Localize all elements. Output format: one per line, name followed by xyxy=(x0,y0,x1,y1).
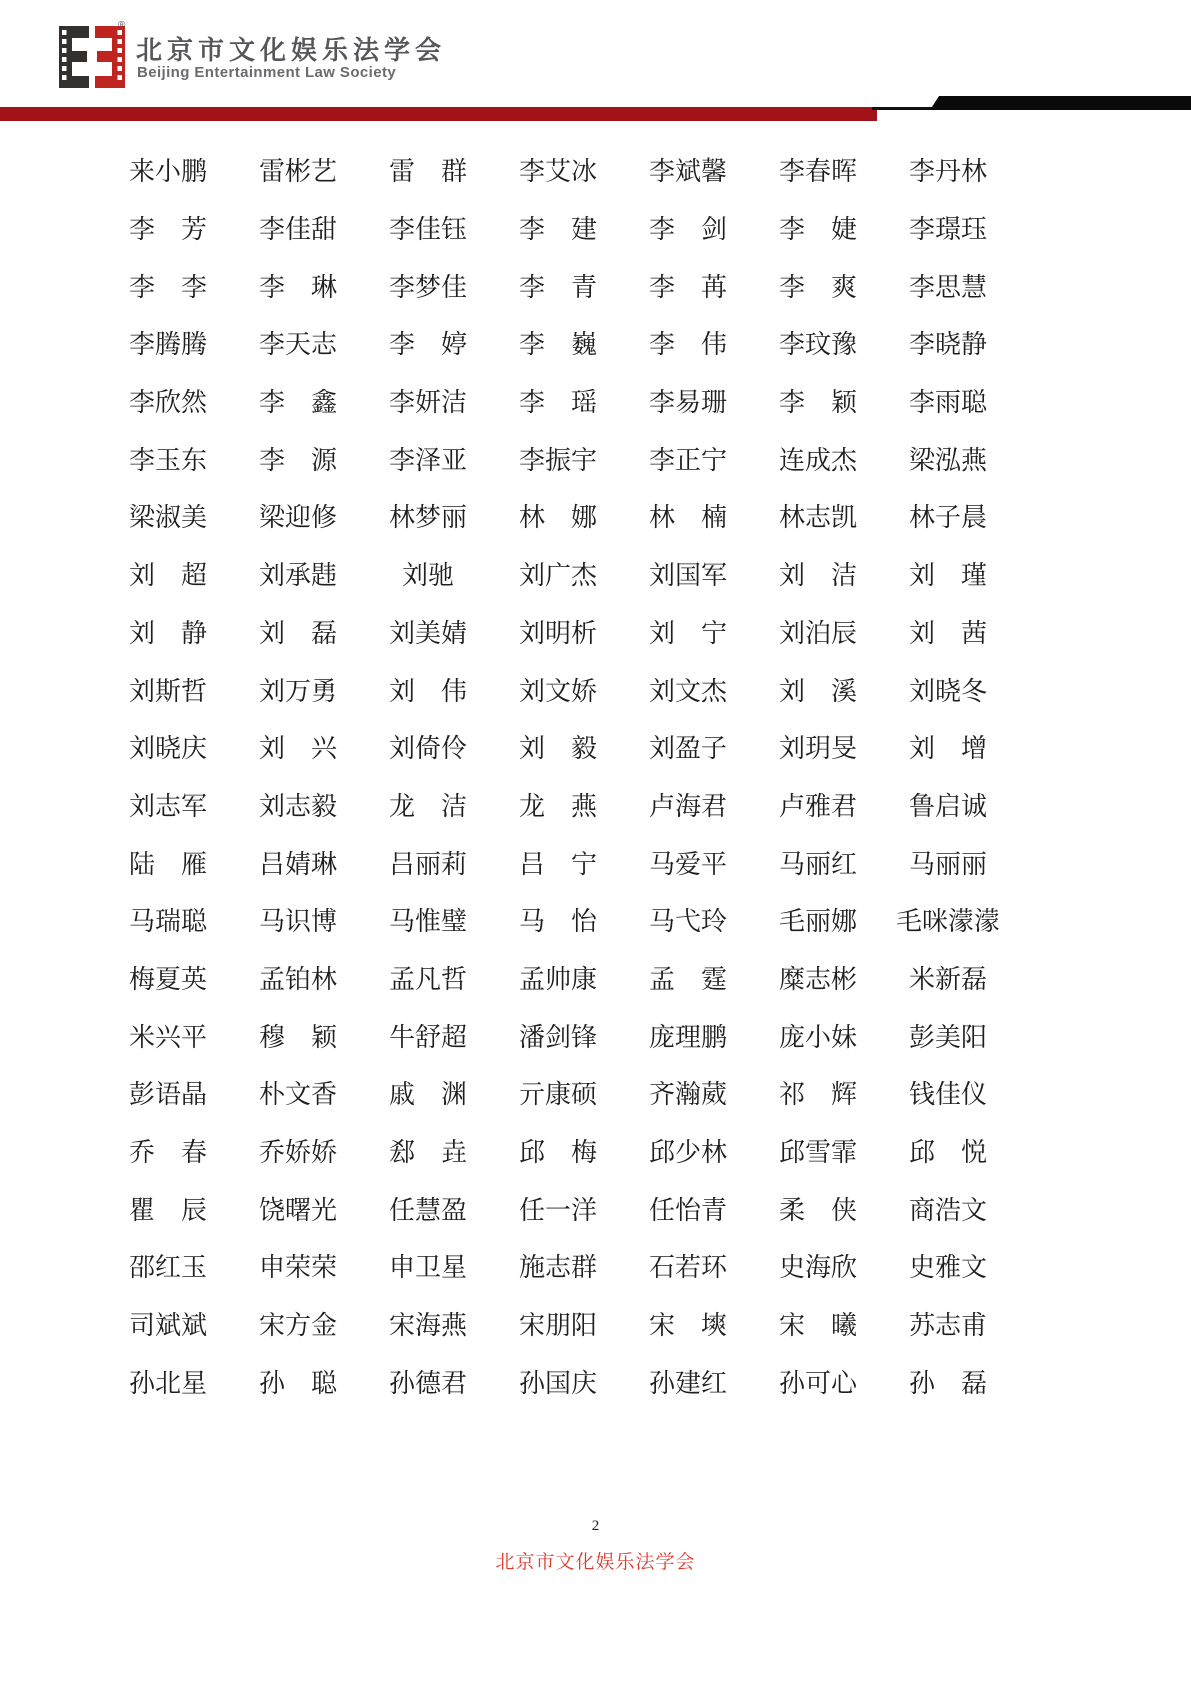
member-name: 李晓静 xyxy=(908,330,987,360)
member-name: 邱雪霏 xyxy=(778,1138,857,1168)
member-name: 朴文香 xyxy=(258,1080,337,1110)
header-divider-red-bar xyxy=(0,107,877,121)
member-name: 马丽红 xyxy=(778,849,857,879)
member-name: 李腾腾 xyxy=(128,330,207,360)
member-name: 龙 洁 xyxy=(388,791,467,821)
member-name: 孟 霆 xyxy=(648,964,727,994)
member-name: 孙国庆 xyxy=(518,1368,597,1398)
member-name: 刘斯哲 xyxy=(128,676,207,706)
member-name: 刘 增 xyxy=(908,734,987,764)
member-name: 庞小妹 xyxy=(778,1022,857,1052)
member-name: 李雨聪 xyxy=(908,388,987,418)
member-name: 刘美婧 xyxy=(388,618,467,648)
member-name: 刘国军 xyxy=(648,561,727,591)
member-name: 宋 曦 xyxy=(778,1311,857,1341)
member-name: 任怡青 xyxy=(648,1195,727,1225)
member-name: 马瑞聪 xyxy=(128,907,207,937)
member-name: 邱少林 xyxy=(648,1138,727,1168)
member-name: 米兴平 xyxy=(128,1022,207,1052)
member-name: 齐瀚葳 xyxy=(648,1080,727,1110)
member-name: 任一洋 xyxy=(518,1195,597,1225)
member-name: 潘剑锋 xyxy=(518,1022,597,1052)
member-name: 刘 瑾 xyxy=(908,561,987,591)
member-name: 刘泊辰 xyxy=(778,618,857,648)
member-name: 马惟璧 xyxy=(388,907,467,937)
member-name: 孙德君 xyxy=(388,1368,467,1398)
member-name: 邱 梅 xyxy=(518,1138,597,1168)
member-name: 孙建红 xyxy=(648,1368,727,1398)
member-name: 刘万勇 xyxy=(258,676,337,706)
member-name: 林子晨 xyxy=(908,503,987,533)
member-name: 孙北星 xyxy=(128,1368,207,1398)
member-name: 刘倚伶 xyxy=(388,734,467,764)
member-name: 苏志甫 xyxy=(908,1311,987,1341)
member-name: 邱 悦 xyxy=(908,1138,987,1168)
org-title-chinese: 北京市文化娱乐法学会 xyxy=(136,35,447,65)
member-name: 孙 磊 xyxy=(908,1368,987,1398)
member-name: 林 娜 xyxy=(518,503,597,533)
member-name: 李 婷 xyxy=(388,330,467,360)
member-name: 施志群 xyxy=(518,1253,597,1283)
member-name: 刘志军 xyxy=(128,791,207,821)
member-name: 刘 茜 xyxy=(908,618,987,648)
member-name: 彭语晶 xyxy=(128,1080,207,1110)
header-divider-black-bar xyxy=(930,96,1191,110)
member-name: 刘盈子 xyxy=(648,734,727,764)
member-name: 鲁启诚 xyxy=(908,791,987,821)
member-name: 李玉东 xyxy=(128,445,207,475)
member-name: 刘文杰 xyxy=(648,676,727,706)
member-name: 刘 超 xyxy=(128,561,207,591)
header-divider-thin-line xyxy=(872,107,936,110)
member-name: 柔 侠 xyxy=(778,1195,857,1225)
member-name: 李玟豫 xyxy=(778,330,857,360)
member-name: 刘 兴 xyxy=(258,734,337,764)
member-name: 马弋玲 xyxy=(648,907,727,937)
member-name: 穆 颖 xyxy=(258,1022,337,1052)
member-name: 宋朋阳 xyxy=(518,1311,597,1341)
member-name: 李妍洁 xyxy=(388,388,467,418)
member-name: 李泽亚 xyxy=(388,445,467,475)
member-name: 李春晖 xyxy=(778,157,857,187)
member-name: 刘 毅 xyxy=(518,734,597,764)
member-name: 刘 静 xyxy=(128,618,207,648)
member-name: 申卫星 xyxy=(388,1253,467,1283)
member-name: 马 怡 xyxy=(518,907,597,937)
member-name: 李 苒 xyxy=(648,272,727,302)
member-name: 刘文娇 xyxy=(518,676,597,706)
member-name: 史海欣 xyxy=(778,1253,857,1283)
member-name: 刘晓冬 xyxy=(908,676,987,706)
member-name: 孙 聪 xyxy=(258,1368,337,1398)
member-name: 孟帅康 xyxy=(518,964,597,994)
member-name: 李艾冰 xyxy=(518,157,597,187)
member-name: 刘明析 xyxy=(518,618,597,648)
member-name: 刘驰 xyxy=(401,561,454,591)
member-name: 瞿 辰 xyxy=(128,1195,207,1225)
member-name: 邵红玉 xyxy=(128,1253,207,1283)
member-name: 雷 群 xyxy=(388,157,467,187)
member-name: 吕婧琳 xyxy=(258,849,337,879)
member-name: 李 琳 xyxy=(258,272,337,302)
member-name: 卢雅君 xyxy=(778,791,857,821)
member-name-grid xyxy=(103,141,1013,1410)
member-name: 梁淑美 xyxy=(128,503,207,533)
member-name: 卢海君 xyxy=(648,791,727,821)
member-name: 李振宇 xyxy=(518,445,597,475)
member-name: 林志凯 xyxy=(778,503,857,533)
member-name: 孙可心 xyxy=(778,1368,857,1398)
member-name: 乔 春 xyxy=(128,1138,207,1168)
member-name: 庞理鹏 xyxy=(648,1022,727,1052)
member-name: 宋 塽 xyxy=(648,1311,727,1341)
member-name: 乔娇娇 xyxy=(258,1138,337,1168)
member-name: 李欣然 xyxy=(128,388,207,418)
member-name: 李 源 xyxy=(258,445,337,475)
member-name: 糜志彬 xyxy=(778,964,857,994)
member-name: 孟铂林 xyxy=(258,964,337,994)
org-title-english: Beijing Entertainment Law Society xyxy=(137,64,397,81)
member-name: 来小鹏 xyxy=(128,157,207,187)
member-name: 石若环 xyxy=(648,1253,727,1283)
registered-trademark-mark: ® xyxy=(118,20,126,31)
member-name: 祁 辉 xyxy=(778,1080,857,1110)
member-name: 李佳钰 xyxy=(388,215,467,245)
member-name: 孟凡哲 xyxy=(388,964,467,994)
member-name: 李 颖 xyxy=(778,388,857,418)
member-name: 李 青 xyxy=(518,272,597,302)
member-name: 林 楠 xyxy=(648,503,727,533)
member-name: 司斌斌 xyxy=(128,1311,207,1341)
member-name: 饶曙光 xyxy=(258,1195,337,1225)
member-name: 李 伟 xyxy=(648,330,727,360)
member-name: 吕丽莉 xyxy=(388,849,467,879)
member-name: 李璟珏 xyxy=(908,215,987,245)
member-name: 李 爽 xyxy=(778,272,857,302)
member-name: 史雅文 xyxy=(908,1253,987,1283)
member-name: 刘 磊 xyxy=(258,618,337,648)
member-name: 陆 雁 xyxy=(128,849,207,879)
member-name: 宋海燕 xyxy=(388,1311,467,1341)
member-name: 宋方金 xyxy=(258,1311,337,1341)
member-name: 马识博 xyxy=(258,907,337,937)
member-name: 李易珊 xyxy=(648,388,727,418)
member-name: 李 瑶 xyxy=(518,388,597,418)
member-name: 刘 伟 xyxy=(388,676,467,706)
member-name: 李佳甜 xyxy=(258,215,337,245)
member-name: 米新磊 xyxy=(908,964,987,994)
member-name: 刘 宁 xyxy=(648,618,727,648)
member-name: 刘志毅 xyxy=(258,791,337,821)
member-name: 牛舒超 xyxy=(388,1022,467,1052)
member-name: 李 鑫 xyxy=(258,388,337,418)
member-name: 刘玥旻 xyxy=(778,734,857,764)
member-name: 李思慧 xyxy=(908,272,987,302)
member-name: 连成杰 xyxy=(778,445,857,475)
member-name: 李梦佳 xyxy=(388,272,467,302)
member-name: 钱佳仪 xyxy=(908,1080,987,1110)
member-name: 李丹林 xyxy=(908,157,987,187)
member-name: 刘 溪 xyxy=(778,676,857,706)
member-name: 李天志 xyxy=(258,330,337,360)
page-number: 2 xyxy=(591,1518,600,1534)
member-name: 马丽丽 xyxy=(908,849,987,879)
member-name: 刘 洁 xyxy=(778,561,857,591)
member-name: 李 建 xyxy=(518,215,597,245)
member-name: 郄 垚 xyxy=(388,1138,467,1168)
member-name: 商浩文 xyxy=(908,1195,987,1225)
member-name: 毛丽娜 xyxy=(778,907,857,937)
member-name: 吕 宁 xyxy=(518,849,597,879)
member-name: 任慧盈 xyxy=(388,1195,467,1225)
member-name: 梁泓燕 xyxy=(908,445,987,475)
member-name: 刘广杰 xyxy=(518,561,597,591)
member-name: 梁迎修 xyxy=(258,503,337,533)
member-name: 龙 燕 xyxy=(518,791,597,821)
member-name: 刘晓庆 xyxy=(128,734,207,764)
member-name: 马爱平 xyxy=(648,849,727,879)
member-name: 李 剑 xyxy=(648,215,727,245)
member-name: 李斌馨 xyxy=(648,157,727,187)
org-logo-film-strip-icon xyxy=(57,24,135,90)
member-name: 亓康硕 xyxy=(518,1080,597,1110)
member-name: 李 婕 xyxy=(778,215,857,245)
member-name: 毛咪濛濛 xyxy=(895,907,1000,937)
member-name: 李 李 xyxy=(128,272,207,302)
member-name: 李正宁 xyxy=(648,445,727,475)
member-name: 刘承韪 xyxy=(258,561,337,591)
member-name: 梅夏英 xyxy=(128,964,207,994)
member-name: 雷彬艺 xyxy=(258,157,337,187)
member-name: 彭美阳 xyxy=(908,1022,987,1052)
member-name: 林梦丽 xyxy=(388,503,467,533)
member-name: 申荣荣 xyxy=(258,1253,337,1283)
footer-org-name: 北京市文化娱乐法学会 xyxy=(495,1552,696,1573)
member-name: 戚 渊 xyxy=(388,1080,467,1110)
member-name: 李 芳 xyxy=(128,215,207,245)
member-name: 李 巍 xyxy=(518,330,597,360)
